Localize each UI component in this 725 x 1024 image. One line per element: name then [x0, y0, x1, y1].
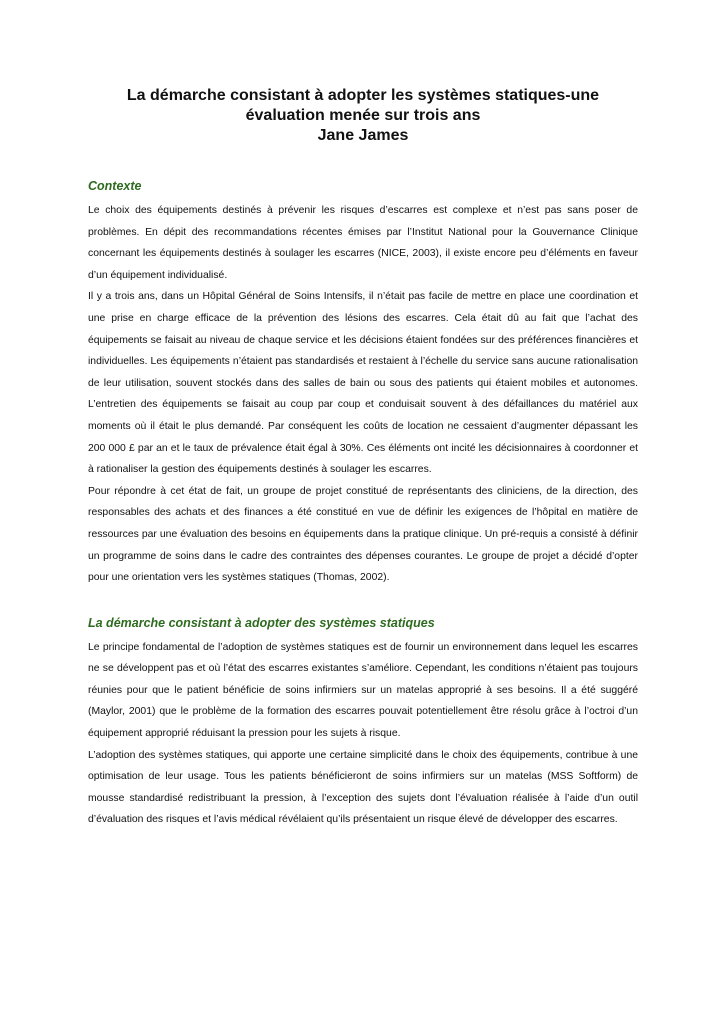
title-line-1: La démarche consistant à adopter les systèmes statiques-une: [126, 87, 600, 104]
section-contexte: [88, 178, 638, 589]
document-title: [88, 86, 638, 146]
paragraph-contexte-1: Le choix des équipements destinés à prévenir les risques d’escarres est complexe et n’est pas sans poser de problèmes. En dépit des recommandations récentes émises par l’Institut National pour la Gouvernance Clinique concernant les équipements destinés à soulager les escarres (NICE, 2003), il existe encore peu d’éléments en faveur d’un équipement individualisé.: [88, 205, 638, 281]
section-heading-demarche: La démarche consistant à adopter des systèmes statiques: [88, 615, 435, 630]
paragraph-contexte-3: Pour répondre à cet état de fait, un groupe de projet constitué de représentants des cliniciens, de la direction, des responsables des achats et des finances a été constitué en vue de définir les exigences de l’hôpital en matière de ressources par une évaluation des besoins en équipements dans la pratique clinique. Un pré-requis a consisté à définir un programme de soins dans le cadre des contraintes des dépenses courantes. Le groupe de projet a décidé d’opter pour une orientation vers les systèmes statiques (Thomas, 2002).: [88, 485, 638, 584]
paragraph-demarche-2: L’adoption des systèmes statiques, qui apporte une certaine simplicité dans le choix des équipements, contribue à une optimisation de leur usage. Tous les patients bénéficieront de soins infirmiers sur un matelas (MSS Softform) de mousse standardisé redistribuant la pression, à l’exception des sujets dont l’évaluation réalisée à l’aide d’un outil d’évaluation des risques et l’avis médical révélaient qu’ils présentaient un risque élevé de développer des escarres.: [88, 749, 638, 826]
author-name: Jane James: [317, 127, 409, 144]
paragraph-contexte-2: Il y a trois ans, dans un Hôpital Général de Soins Intensifs, il n’était pas facile de mettre en place une coordination et une prise en charge efficace de la prévention des lésions des escarres. Cela était dû au fait que l’achat des équipements se faisait au niveau de chaque service et les décisions étaient fondées sur des préférences financières et individuelles. Les équipements n’étaient pas standardisés et restaient à l’échelle du service sans aucune rationalisation de leur utilisation, souvent stockés dans des salles de bain ou sous des patients qui étaient mobiles et autonomes. L’entretien des équipements se faisait au coup par coup et conduisait souvent à des défaillances du matériel aux moments où il était le plus demandé. Par conséquent les coûts de location ne cessaient d’augmenter dépassant les 200 000 £ par an et le taux de prévalence était égal à 30%. Ces éléments ont incité les décisionnaires à coordonner et à rationaliser la gestion des équipements destinés à soulager les escarres.: [88, 291, 638, 476]
section-demarche: [88, 615, 638, 831]
section-heading-contexte: Contexte: [88, 179, 142, 193]
title-line-2: évaluation menée sur trois ans: [245, 107, 481, 124]
document-page: [88, 86, 638, 831]
paragraph-demarche-1: Le principe fondamental de l’adoption de systèmes statiques est de fournir un environnement dans lequel les escarres ne se développent pas et où l’état des escarres existantes s’améliore. Cependant, les conditions n’étaient pas toujours réunies pour que le patient bénéficie de soins infirmiers sur un matelas approprié à ses besoins. Il a été suggéré (Maylor, 2001) que le problème de la formation des escarres pouvait potentiellement être résolu grâce à l’octroi d’un équipement approprié réduisant la pression pour les sujets à risque.: [88, 641, 638, 740]
